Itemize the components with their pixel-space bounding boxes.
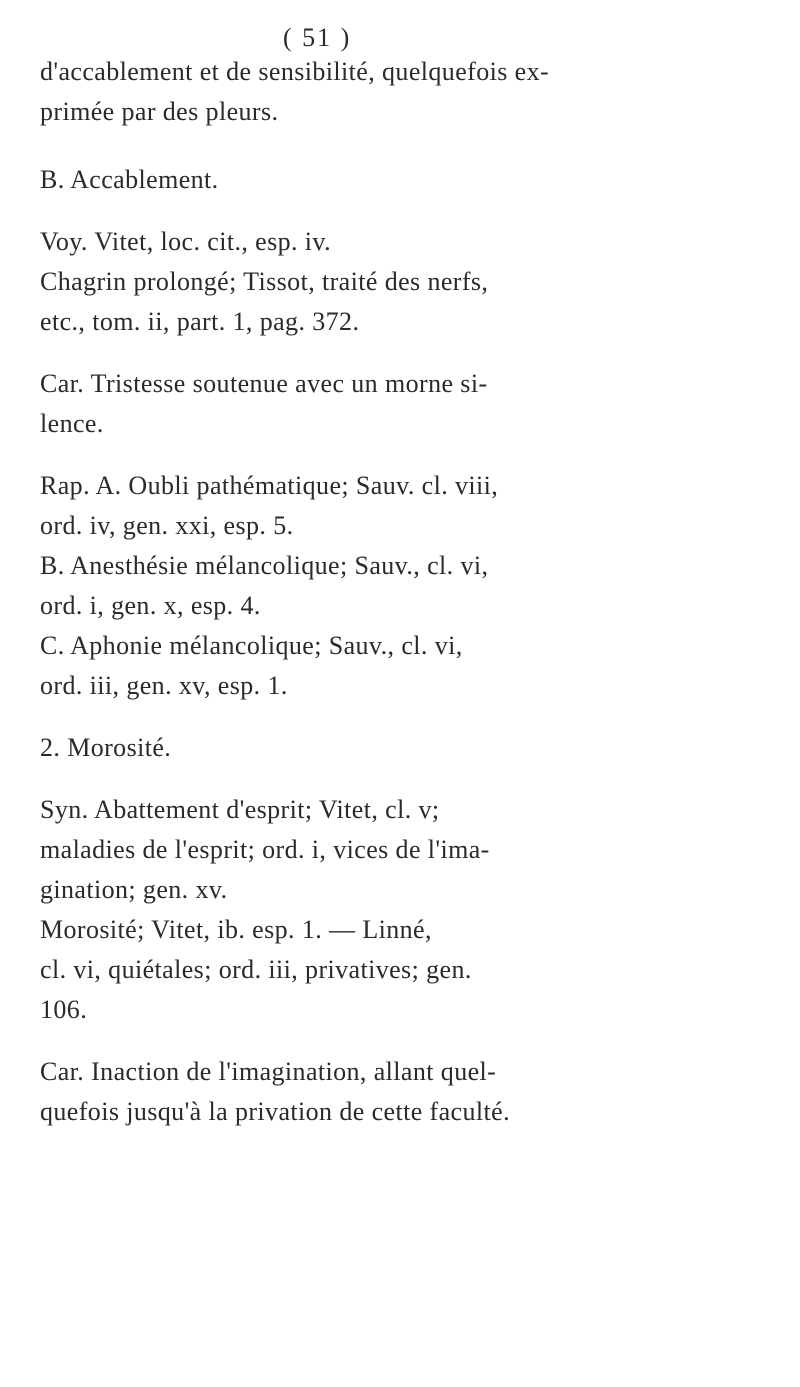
text-line-2: primée par des pleurs. [40,97,279,126]
text-line-7: Car. Tristesse soutenue avec un morne si- [40,369,488,398]
text-line-8: lence. [40,409,104,438]
text-line-23: quefois jusqu'à la privation de cette faculté. [40,1097,510,1126]
text-line-12: ord. i, gen. x, esp. 4. [40,591,261,620]
text-line-5: Chagrin prolongé; Tissot, traité des nerfs, [40,267,489,296]
text-line-21: 106. [40,995,88,1024]
text-line-19: Morosité; Vitet, ib. esp. 1. — Linné, [40,915,432,944]
text-line-4: Voy. Vitet, loc. cit., esp. iv. [40,227,332,256]
text-line-18: gination; gen. xv. [40,875,228,904]
text-line-10: ord. iv, gen. xxi, esp. 5. [40,511,294,540]
text-line-13: C. Aphonie mélancolique; Sauv., cl. vi, [40,631,463,660]
section-heading-accablement: B. Accablement. [40,165,219,194]
text-line-14: ord. iii, gen. xv, esp. 1. [40,671,288,700]
text-line-11: B. Anesthésie mélancolique; Sauv., cl. vi, [40,551,489,580]
text-line-1: d'accablement et de sensibilité, quelquefois ex- [40,57,550,86]
text-line-6: etc., tom. ii, part. 1, pag. 372. [40,307,360,336]
section-heading-morosite: 2. Morosité. [40,733,172,762]
text-line-22: Car. Inaction de l'imagination, allant quel- [40,1057,497,1086]
text-line-20: cl. vi, quiétales; ord. iii, privatives; gen. [40,955,472,984]
text-line-17: maladies de l'esprit; ord. i, vices de l'ima- [40,835,490,864]
text-line-16: Syn. Abattement d'esprit; Vitet, cl. v; [40,795,440,824]
page-number: ( 51 ) [283,23,352,52]
text-line-9: Rap. A. Oubli pathématique; Sauv. cl. viii, [40,471,499,500]
